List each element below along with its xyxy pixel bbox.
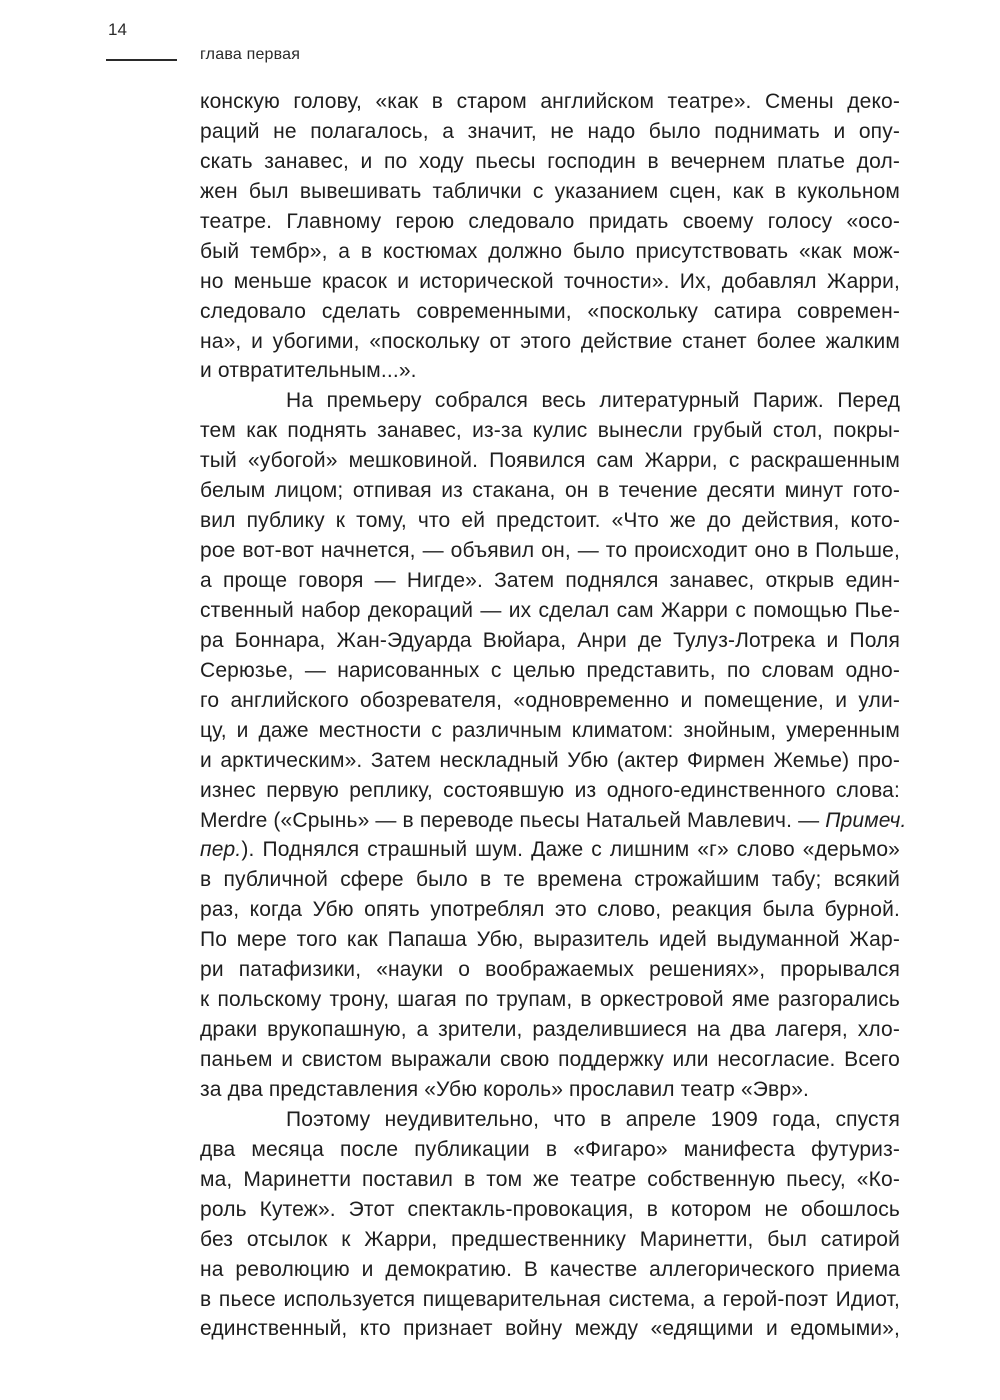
text-line: цу, и даже местности с различным климатом: знойным, умеренным	[200, 718, 900, 742]
text-line: раз, когда Убю опять употреблял это слово, реакция была бурной.	[200, 898, 900, 922]
chapter-title: глава первая	[200, 46, 301, 63]
text-segment: Merdre («Срынь» — в переводе пьесы Натальей Мавлевич. —	[200, 808, 820, 832]
text-line: но меньше красок и исторической точности». Их, добавлял Жарри,	[200, 269, 900, 293]
text-line	[200, 806, 907, 836]
text-line: а проще говоря — Нигде». Затем поднялся занавес, открыв един-	[200, 569, 900, 592]
text-line: паньем и свистом выражали свою поддержку или несогласие. Всего	[200, 1048, 900, 1071]
text-line: театре. Главному герою следовало придать своему голосу «осо-	[200, 209, 900, 233]
text-line: и арктическим». Затем нескладный Убю (актер Фирмен Жемье) про-	[200, 748, 900, 772]
text-line: По мере того как Папаша Убю, выразитель идей выдуманной Жар-	[200, 928, 900, 952]
text-line: раций не полагалось, а значит, не надо было поднимать и опу-	[200, 119, 900, 143]
text-line: в пьесе используется пищеварительная система, а герой-поэт Идиот,	[200, 1287, 900, 1311]
text-line: вил публику к тому, что ей предстоит. «Что же до действия, кото-	[200, 509, 900, 533]
text-line: два месяца после публикации в «Фигаро» манифеста футуриз-	[200, 1137, 900, 1161]
text-line: на», и убогими, «поскольку от этого действие станет более жалким	[200, 329, 900, 353]
header-rule	[106, 59, 177, 61]
text-line: и отвратительным...».	[200, 359, 417, 383]
text-line: в публичной сфере было в те времена строжайшим табу; всякий	[200, 868, 900, 892]
text-line: на революцию и демократию. В качестве аллегорического приема	[200, 1257, 900, 1281]
text-line: ственный набор декораций — их сделал сам Жарри с помощью Пье-	[200, 598, 900, 622]
text-line: жен был вывешивать таблички с указанием сцен, как в кукольном	[200, 179, 900, 203]
text-line: тый «убогой» мешковиной. Появился сам Жарри, с раскрашенным	[200, 449, 900, 473]
text-line: рое вот-вот начнется, — объявил он, — то происходит оно в Польше,	[200, 539, 900, 563]
text-line: белым лицом; отпивая из стакана, он в течение десяти минут гото-	[200, 479, 900, 503]
text-line: ри патафизики, «науки о воображаемых решениях», прорывался	[200, 958, 900, 982]
italic-note: Примеч.	[825, 808, 907, 832]
paragraph-start-line: Поэтому неудивительно, что в апреле 1909 года, спустя	[286, 1107, 900, 1131]
text-line: ма, Маринетти поставил в том же театре собственную пьесу, «Ко-	[200, 1167, 900, 1191]
italic-note: пер.	[200, 838, 242, 862]
text-line: тем как поднять занавес, из-за кулис вынесли грубый стол, покры-	[200, 419, 900, 443]
text-segment: ). Поднялся страшный шум. Даже с лишним «г» слово «дерьмо»	[241, 838, 900, 862]
text-line: скать занавес, и по ходу пьесы господин в вечернем платье дол-	[200, 149, 900, 173]
text-line: изнес первую реплику, состоявшую из одного-единственного слова:	[200, 778, 900, 802]
text-line: драки врукопашную, а зрители, разделившиеся на два лагеря, хло-	[200, 1018, 900, 1042]
text-line: го английского обозревателя, «одновременно и помещение, и ули-	[200, 688, 900, 712]
text-line: единственный, кто признает войну между «едящими и едомыми»,	[200, 1317, 900, 1341]
paragraph-start-line: На премьеру собрался весь литературный Париж. Перед	[286, 389, 900, 413]
text-line: за два представления «Убю король» прославил театр «Эвр».	[200, 1077, 810, 1101]
text-line: к польскому трону, шагая по трупам, в оркестровой яме разгорались	[200, 988, 900, 1012]
text-line: конскую голову, «как в старом английском театре». Смены деко-	[200, 90, 900, 113]
text-line: ра Боннара, Жан-Эдуарда Вюйара, Анри де Тулуз-Лотрека и Поля	[200, 628, 900, 652]
text-line: без отсылок к Жарри, предшественнику Маринетти, был сатирой	[200, 1227, 900, 1251]
body-text	[200, 87, 907, 1344]
text-line: роль Кутеж». Этот спектакль-провокация, в котором не обошлось	[200, 1197, 900, 1221]
text-line: бый тембр», а в костюмах должно было присутствовать «как мож-	[200, 239, 900, 263]
text-line: следовало сделать современными, «поскольку сатира современ-	[200, 299, 900, 323]
text-line: Серюзье, — нарисованных с целью представить, по словам одно-	[200, 658, 900, 682]
text-line	[200, 835, 900, 865]
page-number: 14	[108, 20, 127, 39]
